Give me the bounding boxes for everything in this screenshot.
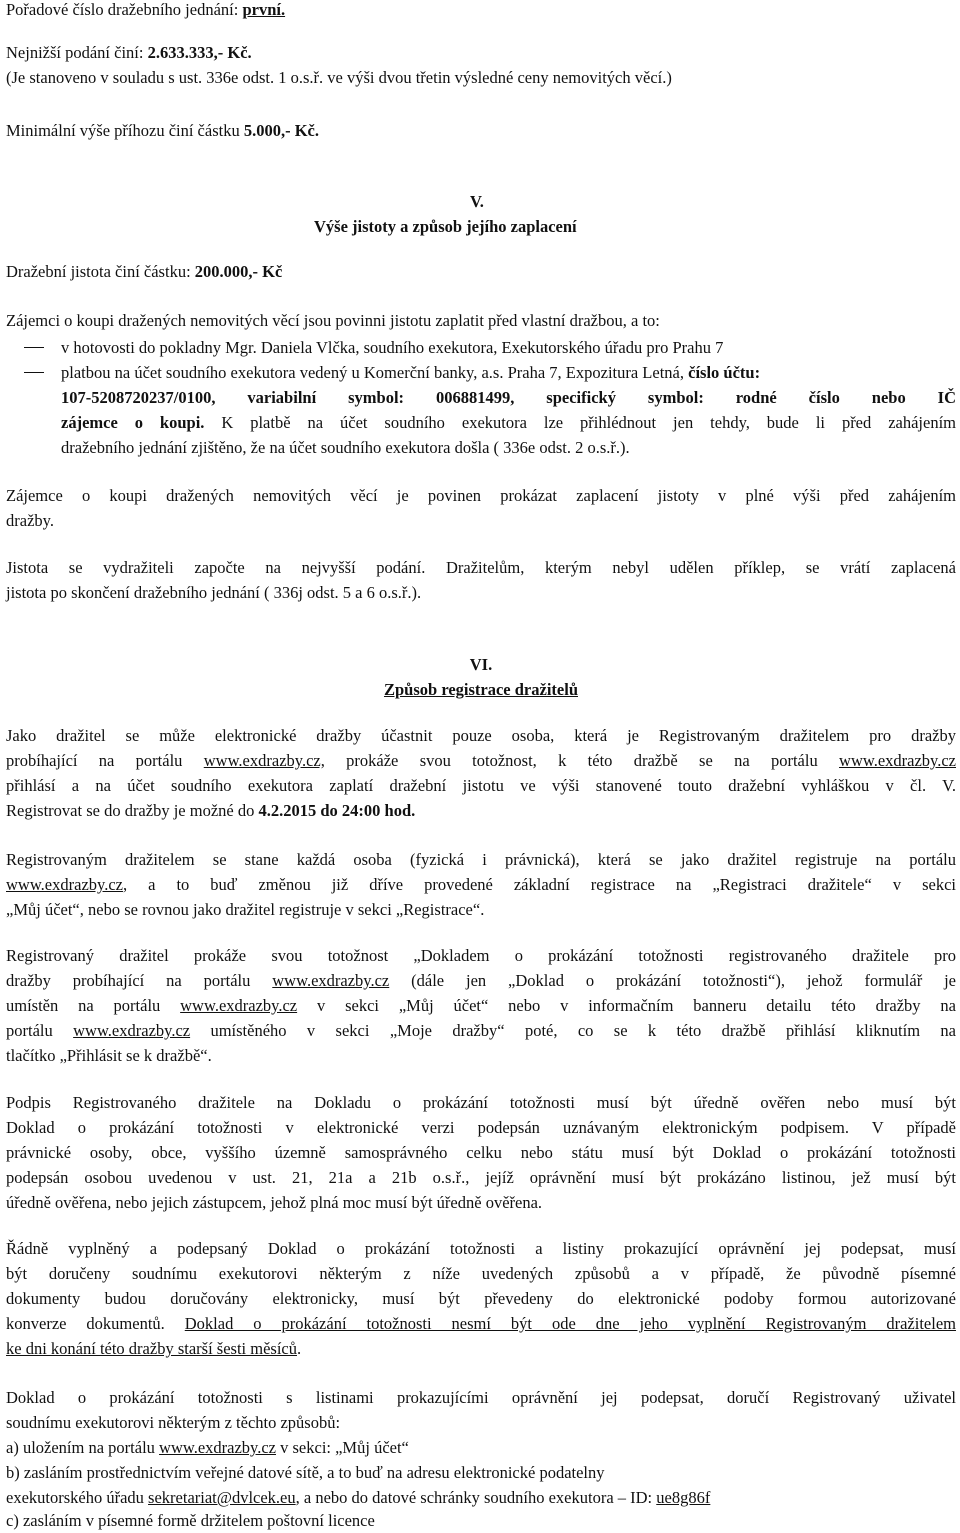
exdrazby-link[interactable]: www.exdrazby.cz [180,996,298,1015]
payment-item-transfer-l2: 107-5208720237/0100, variabilní symbol: 006881499, specifický symbol: rodné číslo nebo IČ [61,388,956,407]
paragraph-line: Jako dražitel se může elektronické dražby účastnit pouze osoba, která je Registrovaným dražitelem pro dražby [6,726,956,745]
section-6-number: VI. [469,655,493,674]
payment-intro: Zájemci o koupi dražených nemovitých věcí jsou povinni jistotu zaplatit před vlastní dražbou, a to: [6,311,660,330]
paragraph-line: Doklad o prokázání totožnosti s listinami prokazujícími oprávnění jej podepsat, doručí Registrovaný uživatel [6,1388,956,1407]
payment-item-transfer-l1: platbou na účet soudního exekutora vedený u Komerční banky, a.s. Praha 7, Expozitura Letná, číslo účtu: [61,363,761,382]
deposit-line: Dražební jistota činí částku: 200.000,- Kč [6,262,283,281]
order-line: Pořadové číslo dražebního jednání: první. [6,0,286,19]
exdrazby-link[interactable]: www.exdrazby.cz, [203,751,325,770]
delivery-option-b: b) zasláním prostřednictvím veřejné datové sítě, a to buď na adresu elektronické podatelny [6,1463,605,1482]
paragraph-line: Zájemce o koupi dražených nemovitých věcí je povinen prokázat zaplacení jistoty v plné výši před zahájením [6,486,956,505]
paragraph-line: soudnímu exekutorovi některým z těchto způsobů: [6,1413,341,1432]
paragraph-line: portálu www.exdrazby.cz umístěného v sekci „Moje dražby“ poté, co se k této dražbě přihlásí kliknutím na [6,1021,956,1040]
min-increment-value: 5.000,- Kč. [243,121,319,140]
paragraph-line: Doklad o prokázání totožnosti v elektronické verzi podepsán uznávaným elektronickým podpisem. V případě [6,1118,956,1137]
min-increment-line: Minimální výše příhozu činí částku 5.000,- Kč. [6,121,319,140]
paragraph-line: podepsán osobou uvedenou v ust. 21, 21a a 21b o.s.ř., jejíž oprávnění musí být prokázáno listinou, jež musí být [6,1168,956,1187]
paragraph-line: právnické osoby, obce, vyššího územně samosprávného celku nebo státu musí být Doklad o prokázání totožnosti [6,1143,956,1162]
section-5-number: V. [470,192,484,211]
delivery-option-c: c) zasláním v písemné formě držitelem poštovní licence [6,1511,375,1530]
exdrazby-link[interactable]: www.exdrazby.cz [272,971,390,990]
payment-item-cash: v hotovosti do pokladny Mgr. Daniela Vlčka, soudního exekutora, Exekutorského úřadu pro Prahu 7 [61,338,724,357]
payment-item-transfer-l4: dražebního jednání zjištěno, že na účet soudního exekutora došla ( 336e odst. 2 o.s.ř.). [61,438,630,457]
payment-item-transfer-l3: zájemce o koupi. K platbě na účet soudního exekutora lze přihlédnout jen tehdy, bude li před zahájením [61,413,956,432]
exdrazby-link[interactable]: www.exdrazby.cz [159,1438,276,1457]
lowest-bid-value: 2.633.333,- Kč. [147,43,252,62]
deposit-value: 200.000,- Kč [194,262,283,281]
section-6-title: Způsob registrace dražitelů [383,680,578,699]
registration-deadline: Registrovat se do dražby je možné do 4.2.2015 do 24:00 hod. [6,801,416,820]
order-value: první. [242,0,286,19]
paragraph-line: Registrovaný dražitel prokáže svou totožnost „Dokladem o prokázání totožnosti registrovaného dražitele pro [6,946,956,965]
exdrazby-link[interactable]: www.exdrazby.cz [6,875,123,894]
delivery-option-b-cont: exekutorského úřadu sekretariat@dvlcek.eu, a nebo do datové schránky soudního exekutora – ID: ue8g86f [6,1488,711,1507]
paragraph-line: úředně ověřena, nebo jejich zástupcem, jehož plná moc musí být úředně ověřena. [6,1193,543,1212]
paragraph-line: přihlásí a na účet soudního exekutora zaplatí dražební jistotu ve výši stanovené touto dražební vyhláškou v čl. V. [6,776,956,795]
section-5-title: Výše jistoty a způsob jejího zaplacení [314,217,577,236]
lowest-bid-note: (Je stanoveno v souladu s ust. 336e odst. 1 o.s.ř. ve výši dvou třetin výsledné ceny nemovitých věcí.) [6,68,672,87]
paragraph-line: www.exdrazby.cz, a to buď změnou již dříve provedené základní registrace na „Registraci dražitele“ v sekci [6,875,956,894]
exdrazby-link[interactable]: www.exdrazby.cz [73,1021,191,1040]
paragraph-line: Registrovaným dražitelem se stane každá osoba (fyzická i právnická), která se jako dražitel registruje na portálu [6,850,956,869]
paragraph-line: probíhající na portálu www.exdrazby.cz, prokáže svou totožnost, k této dražbě se na portálu www.exdrazby.cz [6,751,956,770]
list-bullet [24,347,44,348]
paragraph-line: ke dni konání této dražby starší šesti měsíců. [6,1339,302,1358]
paragraph-line: dražby probíhající na portálu www.exdrazby.cz (dále jen „Doklad o prokázání totožnosti“), jehož formulář je [6,971,956,990]
lowest-bid-line: Nejnižší podání činí: 2.633.333,- Kč. [6,43,252,62]
paragraph-line: jistota po skončení dražebního jednání ( 336j odst. 5 a 6 o.s.ř.). [6,583,422,602]
databox-id-link[interactable]: ue8g86f [656,1488,711,1507]
paragraph-line: být doručeny soudnímu exekutorovi některým z níže uvedených způsobů a v případě, že původně písemné [6,1264,956,1283]
paragraph-line: dražby. [6,511,54,530]
list-bullet [24,372,44,373]
delivery-option-a: a) uložením na portálu www.exdrazby.cz v sekci: „Můj účet“ [6,1438,409,1457]
paragraph-line: Řádně vyplněný a podepsaný Doklad o prokázání totožnosti a listiny prokazující oprávnění jej podepsat, musí [6,1239,956,1258]
paragraph-line: konverze dokumentů. Doklad o prokázání totožnosti nesmí být ode dne jeho vyplnění Registrovaným dražitelem [6,1314,956,1333]
paragraph-line: tlačítko „Přihlásit se k dražbě“. [6,1046,212,1065]
paragraph-line: Jistota se vydražiteli započte na nejvyšší podání. Dražitelům, kterým nebyl udělen příklep, se vrátí zaplacená [6,558,956,577]
paragraph-line: „Můj účet“, nebo se rovnou jako dražitel registruje v sekci „Registrace“. [6,900,485,919]
paragraph-line: Podpis Registrovaného dražitele na Dokladu o prokázání totožnosti musí být úředně ověřen nebo musí být [6,1093,956,1112]
paragraph-line: dokumenty budou doručovány elektronicky, musí být převedeny do elektronické podoby formou autorizované [6,1289,956,1308]
paragraph-line: umístěn na portálu www.exdrazby.cz v sekci „Můj účet“ nebo v informačním banneru detailu této dražby na [6,996,956,1015]
exdrazby-link[interactable]: www.exdrazby.cz [839,751,956,770]
email-link[interactable]: sekretariat@dvlcek.eu [148,1488,296,1507]
